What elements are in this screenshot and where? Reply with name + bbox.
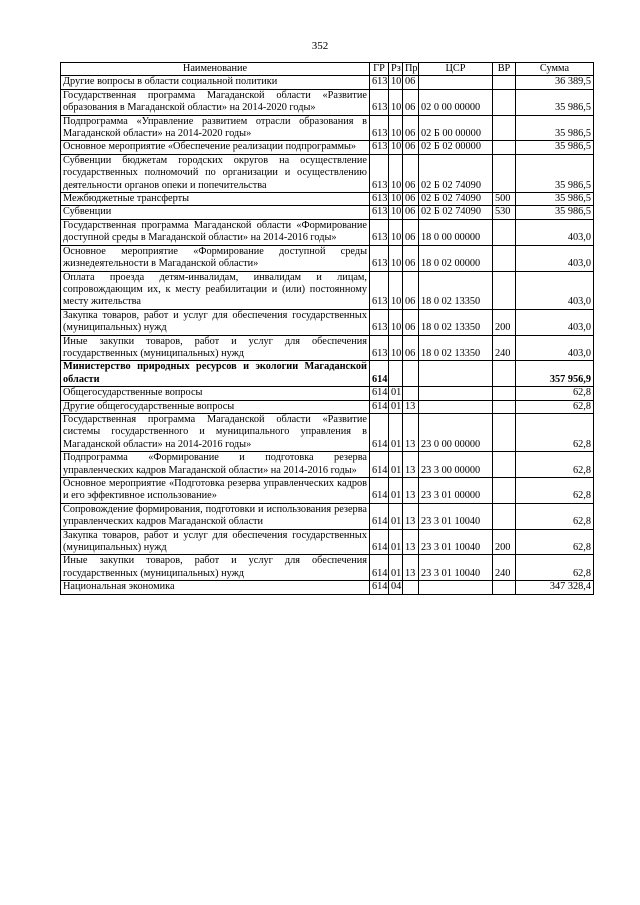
cell-gr: 613 — [370, 141, 389, 154]
cell-pr: 13 — [403, 478, 419, 504]
cell-name: Основное мероприятие «Подготовка резерва управленческих кадров и его эффективное использование» — [61, 478, 370, 504]
table-row — [61, 206, 594, 219]
cell-pr: 06 — [403, 154, 419, 192]
cell-pr: 06 — [403, 115, 419, 141]
cell-vr — [493, 141, 516, 154]
cell-gr: 614 — [370, 413, 389, 451]
table-row — [61, 478, 594, 504]
cell-vr — [493, 271, 516, 309]
cell-sum: 62,8 — [516, 452, 594, 478]
cell-gr: 614 — [370, 529, 389, 555]
cell-vr — [493, 413, 516, 451]
header-gr: ГР — [370, 63, 389, 76]
cell-vr: 200 — [493, 529, 516, 555]
cell-vr — [493, 452, 516, 478]
cell-pr: 06 — [403, 76, 419, 89]
cell-csr: 23 3 01 00000 — [419, 478, 493, 504]
cell-rz: 10 — [389, 271, 403, 309]
cell-name: Сопровождение формирования, подготовки и использования резерва управленческих кадров Магаданской области — [61, 503, 370, 529]
cell-csr: 23 3 01 10040 — [419, 529, 493, 555]
cell-rz: 10 — [389, 245, 403, 271]
cell-rz: 10 — [389, 76, 403, 89]
cell-csr — [419, 387, 493, 400]
header-csr: ЦСР — [419, 63, 493, 76]
cell-rz: 04 — [389, 581, 403, 594]
cell-pr: 06 — [403, 141, 419, 154]
table-row — [61, 115, 594, 141]
cell-gr: 613 — [370, 76, 389, 89]
cell-vr: 240 — [493, 555, 516, 581]
cell-pr: 06 — [403, 219, 419, 245]
cell-sum: 35 986,5 — [516, 89, 594, 115]
cell-name: Государственная программа Магаданской области «Формирование доступной среды в Магаданской области» на 2014-2016 годы» — [61, 219, 370, 245]
cell-pr: 13 — [403, 503, 419, 529]
cell-csr: 18 0 02 00000 — [419, 245, 493, 271]
cell-pr — [403, 387, 419, 400]
cell-sum: 35 986,5 — [516, 115, 594, 141]
cell-rz: 01 — [389, 452, 403, 478]
cell-gr: 613 — [370, 335, 389, 361]
cell-gr: 613 — [370, 193, 389, 206]
cell-name: Другие вопросы в области социальной политики — [61, 76, 370, 89]
cell-rz: 01 — [389, 413, 403, 451]
budget-table — [60, 62, 594, 595]
cell-pr: 06 — [403, 245, 419, 271]
cell-sum: 403,0 — [516, 335, 594, 361]
cell-csr: 02 Б 00 00000 — [419, 115, 493, 141]
cell-vr — [493, 76, 516, 89]
cell-vr: 530 — [493, 206, 516, 219]
cell-vr: 500 — [493, 193, 516, 206]
cell-vr — [493, 154, 516, 192]
cell-rz: 01 — [389, 387, 403, 400]
cell-vr — [493, 219, 516, 245]
cell-gr: 613 — [370, 271, 389, 309]
cell-pr: 06 — [403, 309, 419, 335]
cell-rz — [389, 361, 403, 387]
cell-pr — [403, 581, 419, 594]
cell-gr: 613 — [370, 89, 389, 115]
cell-rz: 10 — [389, 206, 403, 219]
table-row — [61, 555, 594, 581]
cell-sum: 403,0 — [516, 271, 594, 309]
cell-rz: 01 — [389, 503, 403, 529]
cell-pr: 06 — [403, 89, 419, 115]
cell-vr — [493, 89, 516, 115]
table-row — [61, 89, 594, 115]
cell-csr — [419, 581, 493, 594]
cell-sum: 35 986,5 — [516, 154, 594, 192]
cell-name: Иные закупки товаров, работ и услуг для обеспечения государственных (муниципальных) нужд — [61, 555, 370, 581]
cell-sum: 62,8 — [516, 387, 594, 400]
cell-sum: 62,8 — [516, 529, 594, 555]
cell-pr: 13 — [403, 452, 419, 478]
cell-name: Закупка товаров, работ и услуг для обеспечения государственных (муниципальных) нужд — [61, 309, 370, 335]
cell-rz: 01 — [389, 529, 403, 555]
cell-name: Подпрограмма «Формирование и подготовка резерва управленческих кадров Магаданской области» на 2014-2016 годы» — [61, 452, 370, 478]
cell-sum: 347 328,4 — [516, 581, 594, 594]
cell-pr — [403, 361, 419, 387]
table-row — [61, 193, 594, 206]
cell-rz: 10 — [389, 219, 403, 245]
cell-name: Министерство природных ресурсов и экологии Магаданской области — [61, 361, 370, 387]
cell-gr: 614 — [370, 400, 389, 413]
header-row — [61, 63, 594, 76]
cell-pr: 13 — [403, 555, 419, 581]
cell-csr — [419, 400, 493, 413]
cell-sum: 36 389,5 — [516, 76, 594, 89]
table-row — [61, 245, 594, 271]
cell-gr: 614 — [370, 452, 389, 478]
cell-vr: 240 — [493, 335, 516, 361]
cell-name: Общегосударственные вопросы — [61, 387, 370, 400]
cell-name: Подпрограмма «Управление развитием отрасли образования в Магаданской области» на 2014-2020 годы» — [61, 115, 370, 141]
cell-gr: 614 — [370, 555, 389, 581]
cell-vr — [493, 503, 516, 529]
table-row — [61, 400, 594, 413]
cell-pr: 06 — [403, 206, 419, 219]
cell-csr: 18 0 02 13350 — [419, 271, 493, 309]
cell-pr: 06 — [403, 193, 419, 206]
cell-pr: 06 — [403, 271, 419, 309]
cell-name: Основное мероприятие «Обеспечение реализации подпрограммы» — [61, 141, 370, 154]
cell-sum: 62,8 — [516, 413, 594, 451]
cell-csr: 02 Б 02 74090 — [419, 206, 493, 219]
cell-gr: 613 — [370, 115, 389, 141]
cell-sum: 62,8 — [516, 503, 594, 529]
table-row — [61, 76, 594, 89]
cell-gr: 613 — [370, 309, 389, 335]
cell-sum: 35 986,5 — [516, 193, 594, 206]
cell-rz: 10 — [389, 193, 403, 206]
cell-csr: 23 3 01 10040 — [419, 555, 493, 581]
cell-vr — [493, 387, 516, 400]
cell-rz: 10 — [389, 89, 403, 115]
cell-rz: 01 — [389, 478, 403, 504]
cell-name: Оплата проезда детям-инвалидам, инвалидам и лицам, сопровождающим их, к месту реабилитации и (или) постоянному месту жительства — [61, 271, 370, 309]
table-row — [61, 309, 594, 335]
table-row — [61, 503, 594, 529]
cell-csr: 23 3 01 10040 — [419, 503, 493, 529]
cell-sum: 403,0 — [516, 245, 594, 271]
cell-pr: 06 — [403, 335, 419, 361]
cell-csr: 23 0 00 00000 — [419, 413, 493, 451]
cell-csr — [419, 76, 493, 89]
cell-vr — [493, 361, 516, 387]
cell-vr — [493, 400, 516, 413]
table-row — [61, 452, 594, 478]
table-row — [61, 529, 594, 555]
table-row — [61, 413, 594, 451]
cell-rz: 10 — [389, 141, 403, 154]
header-pr: Пр — [403, 63, 419, 76]
cell-gr: 613 — [370, 245, 389, 271]
cell-csr: 02 Б 02 74090 — [419, 154, 493, 192]
cell-name: Национальная экономика — [61, 581, 370, 594]
cell-name: Закупка товаров, работ и услуг для обеспечения государственных (муниципальных) нужд — [61, 529, 370, 555]
cell-vr: 200 — [493, 309, 516, 335]
cell-gr: 614 — [370, 503, 389, 529]
cell-rz: 01 — [389, 555, 403, 581]
cell-sum: 62,8 — [516, 555, 594, 581]
cell-sum: 62,8 — [516, 400, 594, 413]
header-sum: Сумма — [516, 63, 594, 76]
cell-rz: 10 — [389, 309, 403, 335]
cell-csr: 18 0 02 13350 — [419, 335, 493, 361]
header-name: Наименование — [61, 63, 370, 76]
cell-gr: 614 — [370, 581, 389, 594]
cell-csr: 02 0 00 00000 — [419, 89, 493, 115]
cell-csr — [419, 361, 493, 387]
cell-sum: 62,8 — [516, 478, 594, 504]
cell-pr: 13 — [403, 400, 419, 413]
cell-rz: 10 — [389, 115, 403, 141]
cell-gr: 614 — [370, 361, 389, 387]
cell-gr: 614 — [370, 478, 389, 504]
cell-csr: 02 Б 02 00000 — [419, 141, 493, 154]
cell-name: Межбюджетные трансферты — [61, 193, 370, 206]
cell-rz: 01 — [389, 400, 403, 413]
cell-vr — [493, 245, 516, 271]
cell-csr: 23 3 00 00000 — [419, 452, 493, 478]
cell-gr: 613 — [370, 206, 389, 219]
table-row — [61, 271, 594, 309]
cell-name: Государственная программа Магаданской области «Развитие системы государственного и муниципального управления в Магаданской области» на 2014-2016 годы» — [61, 413, 370, 451]
cell-sum: 403,0 — [516, 219, 594, 245]
cell-rz: 10 — [389, 154, 403, 192]
cell-sum: 35 986,5 — [516, 206, 594, 219]
cell-csr: 18 0 02 13350 — [419, 309, 493, 335]
table-row — [61, 219, 594, 245]
cell-pr: 13 — [403, 413, 419, 451]
cell-rz: 10 — [389, 335, 403, 361]
cell-sum: 35 986,5 — [516, 141, 594, 154]
table-row — [61, 387, 594, 400]
cell-name: Субвенции — [61, 206, 370, 219]
table-row — [61, 141, 594, 154]
table-row — [61, 335, 594, 361]
cell-sum: 403,0 — [516, 309, 594, 335]
cell-vr — [493, 478, 516, 504]
cell-gr: 613 — [370, 219, 389, 245]
cell-pr: 13 — [403, 529, 419, 555]
cell-name: Государственная программа Магаданской области «Развитие образования в Магаданской области» на 2014-2020 годы» — [61, 89, 370, 115]
cell-sum: 357 956,9 — [516, 361, 594, 387]
cell-name: Субвенции бюджетам городских округов на осуществление государственных полномочий по организации и осуществлению деятельности органов опеки и попечительства — [61, 154, 370, 192]
cell-vr — [493, 581, 516, 594]
header-rz: Рз — [389, 63, 403, 76]
table-row — [61, 361, 594, 387]
cell-csr: 18 0 00 00000 — [419, 219, 493, 245]
cell-vr — [493, 115, 516, 141]
cell-name: Основное мероприятие «Формирование доступной среды жизнедеятельности в Магаданской области» — [61, 245, 370, 271]
table-row — [61, 154, 594, 192]
cell-name: Другие общегосударственные вопросы — [61, 400, 370, 413]
cell-name: Иные закупки товаров, работ и услуг для обеспечения государственных (муниципальных) нужд — [61, 335, 370, 361]
cell-csr: 02 Б 02 74090 — [419, 193, 493, 206]
page-number: 352 — [311, 40, 329, 52]
cell-gr: 613 — [370, 154, 389, 192]
table-row — [61, 581, 594, 594]
cell-gr: 614 — [370, 387, 389, 400]
header-vr: ВР — [493, 63, 516, 76]
